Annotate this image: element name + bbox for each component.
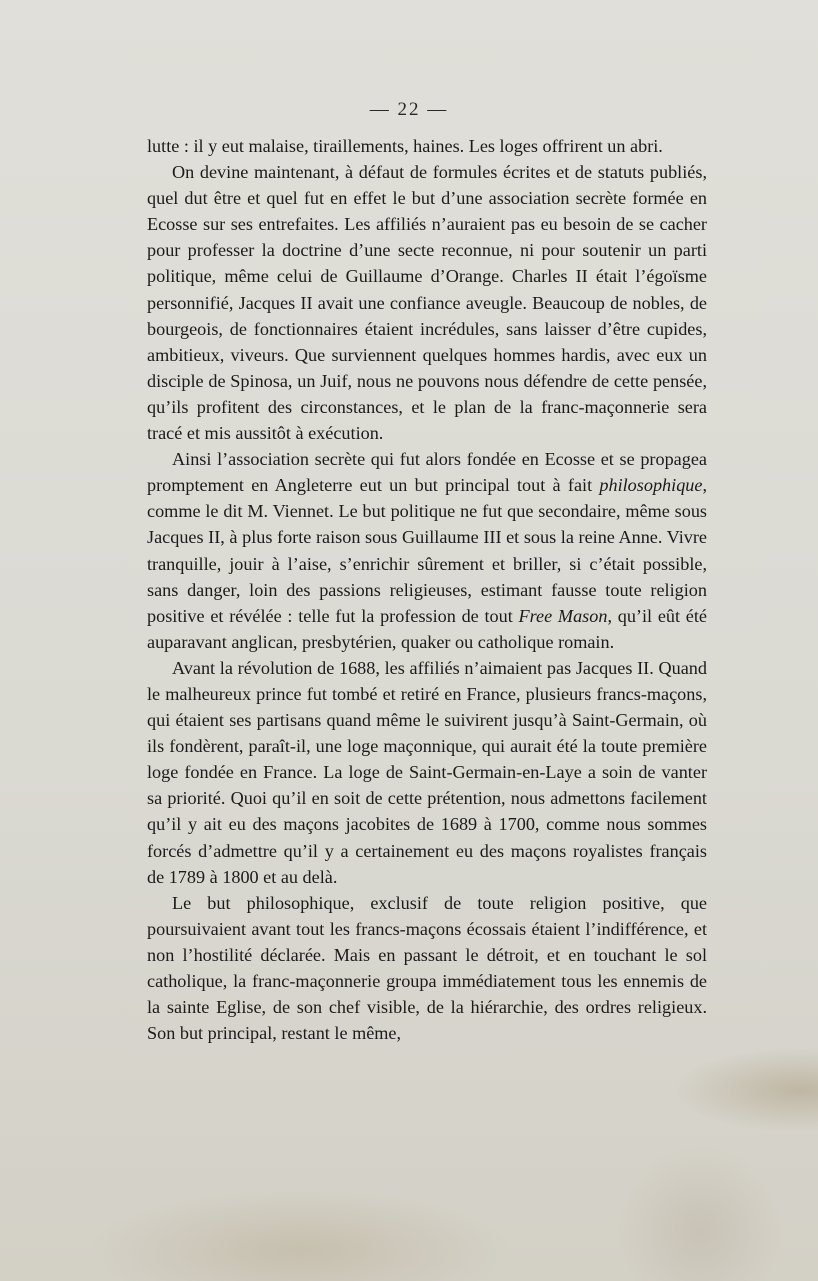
italic-term: Free Mason [518,605,608,626]
paragraph-text: , comme le dit M. Viennet. Le but politique ne fut que secondaire, même sous Jacques II, à plus forte raison sous Guillaume III et sous la reine Anne. Vivre tranquille, jouir à l’aise, s’enrichir sûrement et briller, si c’était possible, sans danger, loin des passions religieuses, estimant fausse toute religion positive et révélée : telle fut la profession de tout [147,475,707,626]
paragraph-text: On devine maintenant, à défaut de formules écrites et de statuts publiés, quel dut être et quel fut en effet le but d’une association secrète formée en Ecosse sur ses entrefaites. Les affiliés n’auraient pas eu besoin de se cacher pour professer la doctrine d’une secte reconnue, ni pour soutenir un parti politique, même celui de Guillaume d’Orange. Charles II était l’égoïsme personnifié, Jacques II avait une confiance aveugle. Beaucoup de nobles, de bourgeois, de fonctionnaires étaient incrédules, sans laisser d’être cupides, ambitieux, viveurs. Que surviennent quelques hommes hardis, avec eux un disciple de Spinosa, un Juif, nous ne pouvons nous défendre de cette pensée, qu’ils profitent des circonstances, et le plan de la franc-maçonnerie sera tracé et mis aussitôt à exécution. [147,162,707,444]
paragraph-text: lutte : il y eut malaise, tiraillements, haines. Les loges offrirent un abri. [147,136,663,156]
page-number: — 22 — [369,99,449,120]
body-text [147,133,707,1046]
paragraph-text: Le but philosophique, exclusif de toute religion positive, que poursuivaient avant tout les francs-maçons écossais étaient l’indifférence, et non l’hostilité déclarée. Mais en passant le détroit, et en touchant le sol catholique, la franc-maçonnerie groupa immédiatement tous les ennemis de la sainte Eglise, de son chef visible, de la hiérarchie, des ordres religieux. Son but principal, restant le même, [147,892,707,1044]
paragraph-text: Avant la révolution de 1688, les affiliés n’aimaient pas Jacques II. Quand le malheureux prince fut tombé et retiré en France, plusieurs francs-maçons, qui étaient ses partisans quand même le suivirent jusqu’à Saint-Germain, où ils fondèrent, paraît-il, une loge maçonnique, qui aurait été la toute première loge fondée en France. La loge de Saint-Germain-en-Laye a soin de vanter sa priorité. Quoi qu’il en soit de cette prétention, nous admettons facilement qu’il y ait eu des maçons jacobites de 1689 à 1700, comme nous sommes forcés d’admettre qu’il y a certainement eu des maçons royalistes français de 1789 à 1800 et au delà. [147,657,707,887]
paragraph [147,890,707,1047]
italic-term: philosophique [599,475,703,496]
paragraph [147,159,707,446]
paragraph-text: Ainsi l’association secrète qui fut alors fondée en Ecosse et se propagea promptement en Angleterre eut un but principal tout à fait [147,449,707,496]
paragraph [147,446,707,655]
paragraph [147,655,707,890]
paragraph-text: , qu’il eût été auparavant anglican, presbytérien, quaker ou catholique romain. [147,605,707,652]
paragraph [147,133,707,159]
